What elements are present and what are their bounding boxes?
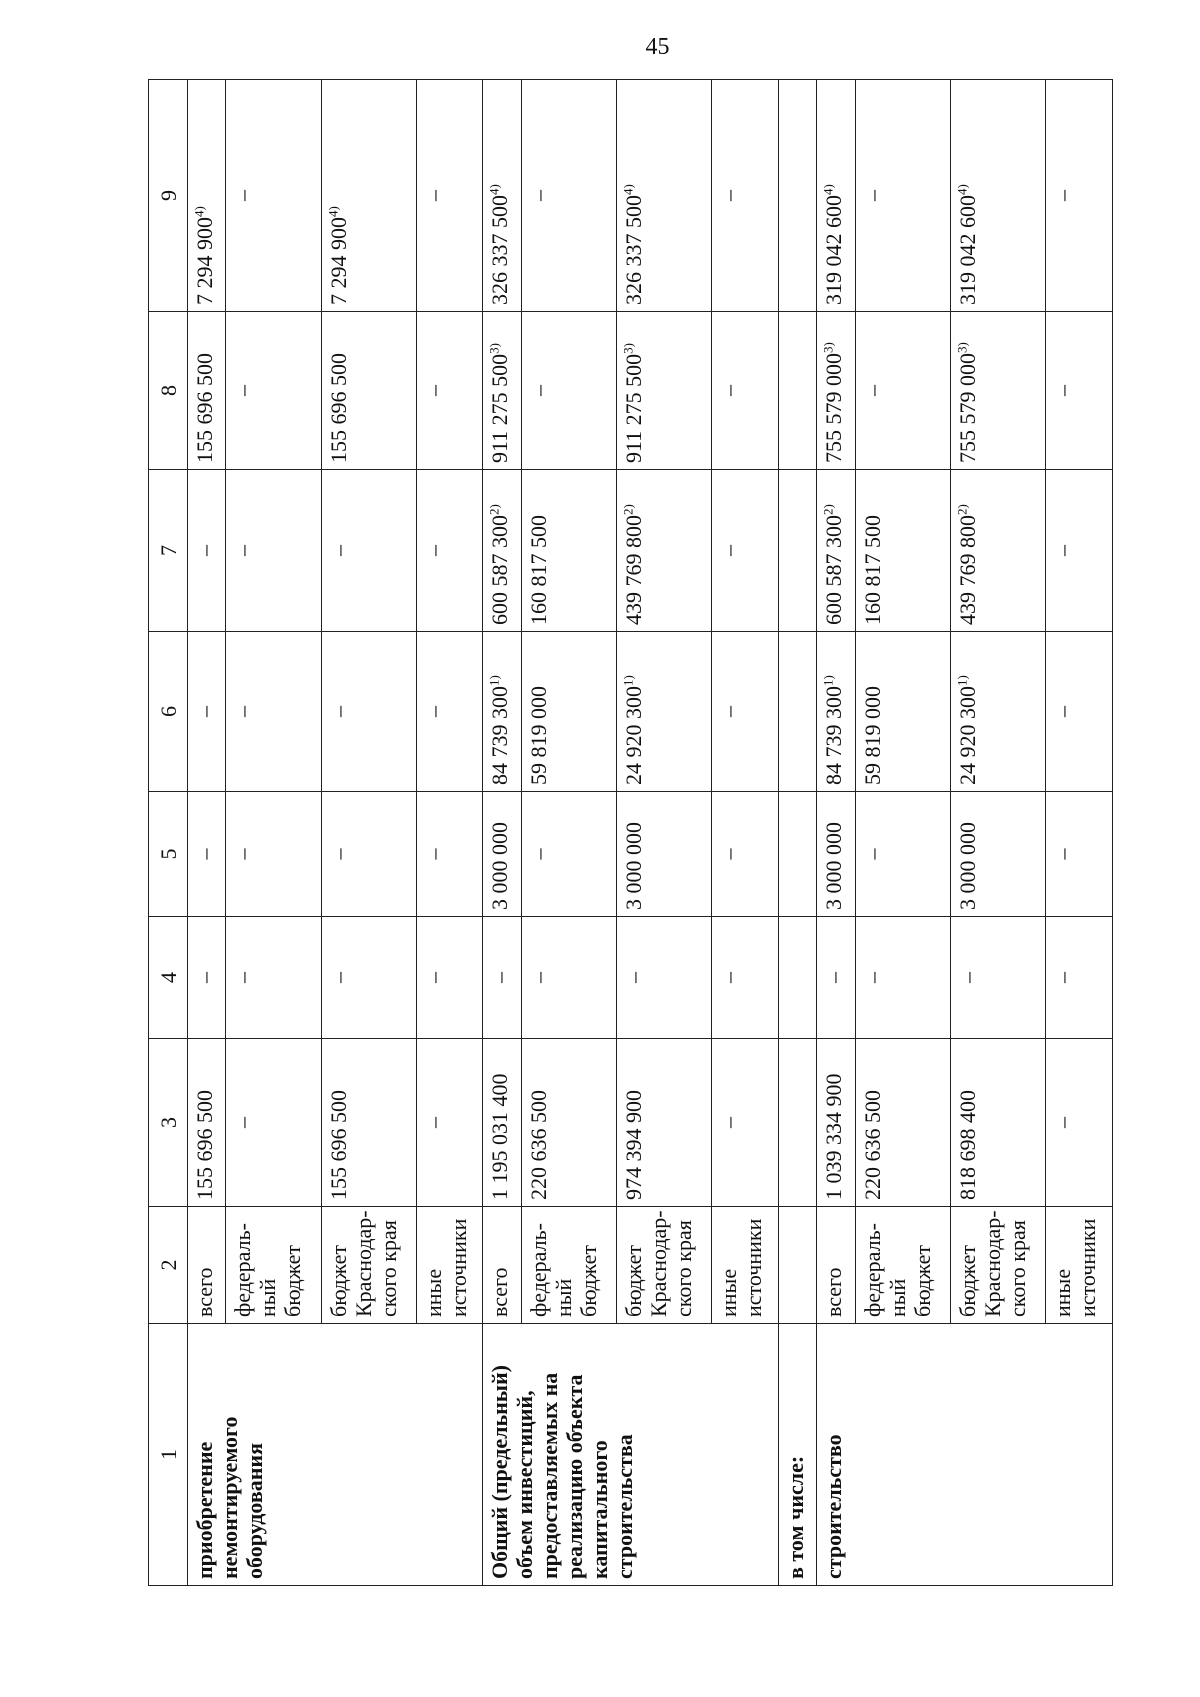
value-cell: 755 579 000$^{3)}$ <box>817 312 855 470</box>
value-cell: 755 579 000$^{3)}$ <box>951 312 1046 470</box>
value-cell: 155 696 500 <box>188 312 226 470</box>
dash-cell: – <box>712 632 779 792</box>
dash-cell: – <box>483 917 521 1039</box>
source-cell: иные источники <box>712 1207 779 1324</box>
dash-cell: – <box>1046 470 1113 632</box>
empty-cell <box>778 312 816 470</box>
dash-cell: – <box>521 312 616 470</box>
value-cell: 3 000 000 <box>483 792 521 917</box>
footnote-mark: 1) <box>821 675 837 686</box>
source-cell: бюджет Краснодар-ского края <box>617 1207 712 1324</box>
col-header-5: 5 <box>149 792 188 917</box>
value-cell: 220 636 500 <box>521 1039 616 1207</box>
value-cell: 1 039 334 900 <box>817 1039 855 1207</box>
source-cell: федераль-ный бюджет <box>226 1207 321 1324</box>
value-cell: 818 698 400 <box>951 1039 1046 1207</box>
footnote-mark: 4) <box>191 206 207 217</box>
footnote-mark: 1) <box>620 675 636 686</box>
dash-cell: – <box>712 80 779 312</box>
source-cell: федераль-ный бюджет <box>521 1207 616 1324</box>
dash-cell: – <box>321 917 416 1039</box>
value-cell: 911 275 500$^{3)}$ <box>483 312 521 470</box>
investment-table <box>148 79 1113 1586</box>
footnote-mark: 1) <box>954 675 970 686</box>
value-cell: 600 587 300$^{2)}$ <box>817 470 855 632</box>
dash-cell: – <box>521 917 616 1039</box>
dash-cell: – <box>188 470 226 632</box>
source-cell: бюджет Краснодар-ского края <box>321 1207 416 1324</box>
dash-cell: – <box>521 80 616 312</box>
source-cell: бюджет Краснодар-ского края <box>951 1207 1046 1324</box>
dash-cell: – <box>226 80 321 312</box>
dash-cell: – <box>712 470 779 632</box>
col-header-7: 7 <box>149 470 188 632</box>
source-cell: всего <box>483 1207 521 1324</box>
footnote-mark: 4) <box>620 184 636 195</box>
footnote-mark: 4) <box>954 184 970 195</box>
dash-cell: – <box>321 632 416 792</box>
dash-cell: – <box>188 792 226 917</box>
value-cell: 600 587 300$^{2)}$ <box>483 470 521 632</box>
value-cell: 84 739 300$^{1)}$ <box>817 632 855 792</box>
dash-cell: – <box>188 632 226 792</box>
empty-cell <box>778 917 816 1039</box>
table-row <box>483 80 521 1586</box>
value-cell: 3 000 000 <box>617 792 712 917</box>
footnote-mark: 2) <box>954 504 970 515</box>
col-header-6: 6 <box>149 632 188 792</box>
dash-cell: – <box>226 917 321 1039</box>
source-cell: иные источники <box>416 1207 483 1324</box>
footnote-mark: 3) <box>487 342 503 354</box>
footnote-mark: 1) <box>487 675 503 686</box>
header-row <box>149 80 188 1586</box>
value-cell: 220 636 500 <box>855 1039 950 1207</box>
dash-cell: – <box>712 1039 779 1207</box>
value-cell: 326 337 500$^{4)}$ <box>617 80 712 312</box>
col-header-8: 8 <box>149 312 188 470</box>
value-cell: 3 000 000 <box>951 792 1046 917</box>
dash-cell: – <box>416 792 483 917</box>
value-cell: 439 769 800$^{2)}$ <box>617 470 712 632</box>
value-cell: 1 195 031 400 <box>483 1039 521 1207</box>
dash-cell: – <box>855 917 950 1039</box>
col-header-2: 2 <box>149 1207 188 1324</box>
footnote-mark: 3) <box>821 342 837 353</box>
empty-cell <box>778 632 816 792</box>
dash-cell: – <box>855 312 950 470</box>
source-cell: иные источники <box>1046 1207 1113 1324</box>
row-label-equipment: приобретение немонтируемого оборудования <box>188 1324 483 1586</box>
footnote-mark: 3) <box>620 342 636 354</box>
value-cell: 24 920 300$^{1)}$ <box>951 632 1046 792</box>
value-cell: 155 696 500 <box>321 312 416 470</box>
value-cell: 326 337 500$^{4)}$ <box>483 80 521 312</box>
dash-cell: – <box>321 792 416 917</box>
dash-cell: – <box>1046 80 1113 312</box>
row-label-total-investment: Общий (предельный) объем инвестиций, предоставляемых на реализацию объекта капитального строительства <box>483 1324 778 1586</box>
footnote-mark: 2) <box>620 504 636 515</box>
value-cell: 911 275 500$^{3)}$ <box>617 312 712 470</box>
table-row <box>817 80 855 1586</box>
value-cell: 974 394 900 <box>617 1039 712 1207</box>
source-cell: всего <box>817 1207 855 1324</box>
value-cell: 3 000 000 <box>817 792 855 917</box>
source-cell: федераль-ный бюджет <box>855 1207 950 1324</box>
dash-cell: – <box>712 312 779 470</box>
empty-cell <box>778 1039 816 1207</box>
value-cell: 7 294 900$^{4)}$ <box>321 80 416 312</box>
value-cell: 439 769 800$^{2)}$ <box>951 470 1046 632</box>
col-header-9: 9 <box>149 80 188 312</box>
footnote-mark: 2) <box>487 504 503 515</box>
dash-cell: – <box>712 792 779 917</box>
footnote-mark: 4) <box>325 206 341 217</box>
dash-cell: – <box>416 470 483 632</box>
dash-cell: – <box>188 917 226 1039</box>
dash-cell: – <box>1046 792 1113 917</box>
value-cell: 160 817 500 <box>521 470 616 632</box>
row-label-construction: строительство <box>817 1324 1113 1586</box>
dash-cell: – <box>951 917 1046 1039</box>
source-cell: всего <box>188 1207 226 1324</box>
rotated-table-wrapper <box>148 80 1113 1586</box>
empty-cell <box>778 470 816 632</box>
dash-cell: – <box>321 470 416 632</box>
empty-cell <box>778 1207 816 1324</box>
col-header-1: 1 <box>149 1324 188 1586</box>
dash-cell: – <box>1046 1039 1113 1207</box>
dash-cell: – <box>226 312 321 470</box>
value-cell: 319 042 600$^{4)}$ <box>817 80 855 312</box>
dash-cell: – <box>712 917 779 1039</box>
empty-cell <box>778 80 816 312</box>
in-that-number-label: в том числе: <box>778 1324 816 1586</box>
empty-cell <box>778 792 816 917</box>
dash-cell: – <box>416 1039 483 1207</box>
value-cell: 84 739 300$^{1)}$ <box>483 632 521 792</box>
page-number: 45 <box>645 34 670 60</box>
value-cell: 155 696 500 <box>188 1039 226 1207</box>
dash-cell: – <box>416 312 483 470</box>
dash-cell: – <box>1046 917 1113 1039</box>
dash-cell: – <box>521 792 616 917</box>
footnote-mark: 3) <box>954 342 970 353</box>
dash-cell: – <box>617 917 712 1039</box>
dash-cell: – <box>1046 632 1113 792</box>
value-cell: 319 042 600$^{4)}$ <box>951 80 1046 312</box>
dash-cell: – <box>226 792 321 917</box>
footnote-mark: 2) <box>821 504 837 515</box>
dash-cell: – <box>855 80 950 312</box>
dash-cell: – <box>226 1039 321 1207</box>
value-cell: 7 294 900$^{4)}$ <box>188 80 226 312</box>
footnote-mark: 4) <box>487 184 503 195</box>
dash-cell: – <box>416 80 483 312</box>
col-header-3: 3 <box>149 1039 188 1207</box>
value-cell: 59 819 000 <box>521 632 616 792</box>
dash-cell: – <box>1046 312 1113 470</box>
value-cell: 24 920 300$^{1)}$ <box>617 632 712 792</box>
dash-cell: – <box>416 632 483 792</box>
col-header-4: 4 <box>149 917 188 1039</box>
footnote-mark: 4) <box>821 184 837 195</box>
dash-cell: – <box>226 632 321 792</box>
dash-cell: – <box>226 470 321 632</box>
table-row <box>188 80 226 1586</box>
value-cell: 160 817 500 <box>855 470 950 632</box>
table-row <box>778 80 816 1586</box>
dash-cell: – <box>855 792 950 917</box>
dash-cell: – <box>817 917 855 1039</box>
dash-cell: – <box>416 917 483 1039</box>
value-cell: 155 696 500 <box>321 1039 416 1207</box>
value-cell: 59 819 000 <box>855 632 950 792</box>
